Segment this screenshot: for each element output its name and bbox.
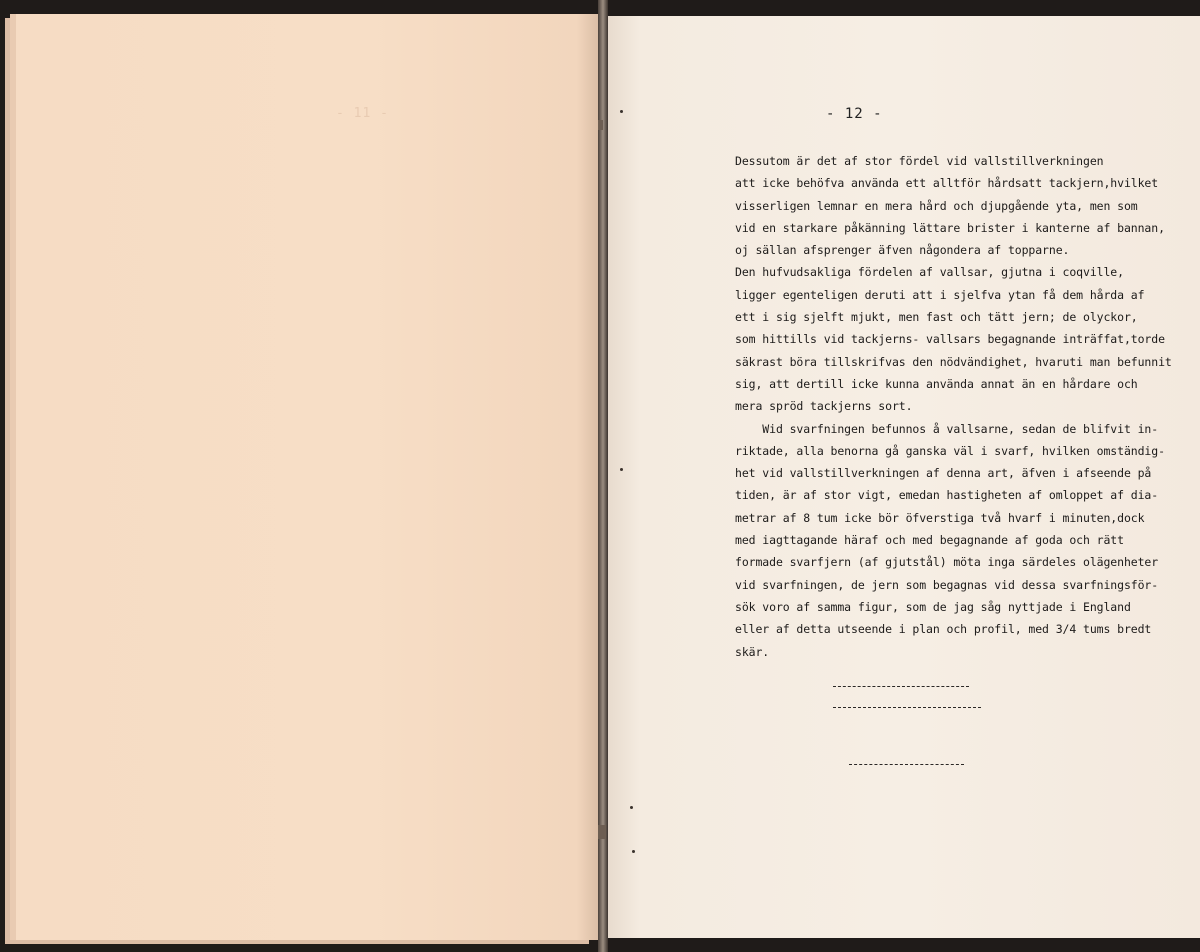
text-line: sig, att dertill icke kunna använda annat än en hårdare och bbox=[735, 376, 1138, 391]
right-page-number: - 12 - bbox=[826, 106, 883, 122]
punch-hole bbox=[620, 110, 623, 113]
punch-hole bbox=[620, 468, 623, 471]
text-line: som hittills vid tackjerns- vallsars begagnande inträffat,torde bbox=[735, 332, 1165, 347]
text-line: vid en starkare påkänning lättare brister i kanterne af bannan, bbox=[735, 220, 1165, 235]
text-line: skär. bbox=[735, 644, 770, 659]
separator-rule bbox=[849, 764, 964, 765]
text-line: säkrast böra tillskrifvas den nödvändighet, hvaruti man befunnit bbox=[735, 354, 1172, 369]
text-line: mera spröd tackjerns sort. bbox=[735, 399, 913, 414]
text-line: tiden, är af stor vigt, emedan hastigheten af omloppet af dia- bbox=[735, 488, 1159, 503]
text-line: Dessutom är det af stor fördel vid vallstillverkningen bbox=[735, 154, 1104, 168]
text-line: oj sällan afsprenger äfven någondera af topparne. bbox=[735, 243, 1070, 258]
text-line: het vid vallstillverkningen af denna art, äfven i afseende på bbox=[735, 466, 1152, 481]
punch-hole bbox=[632, 850, 635, 853]
text-line: med iagttagande häraf och med begagnande af goda och rätt bbox=[735, 533, 1124, 548]
separator-rule bbox=[833, 707, 981, 708]
text-line: vid svarfningen, de jern som begagnas vid dessa svarfningsför- bbox=[735, 577, 1159, 592]
left-page bbox=[16, 14, 600, 940]
text-line: Den hufvudsakliga fördelen af vallsar, gjutna i coqville, bbox=[735, 265, 1124, 280]
punch-hole bbox=[630, 806, 633, 809]
text-line: ligger egenteligen deruti att i sjelfva ytan få dem hårda af bbox=[735, 287, 1145, 302]
text-line: eller af detta utseende i plan och profil, med 3/4 tums bredt bbox=[735, 622, 1152, 637]
left-page-number: - 11 - bbox=[336, 106, 389, 121]
text-line: Wid svarfningen befunnos å vallsarne, sedan de blifvit in- bbox=[735, 421, 1159, 436]
binding-stitch bbox=[598, 825, 606, 839]
text-line: riktade, alla benorna gå ganska väl i svarf, hvilken omständig- bbox=[735, 443, 1165, 458]
text-line: att icke behöfva använda ett alltför hårdsatt tackjern,hvilket bbox=[735, 176, 1159, 191]
binding-gutter bbox=[598, 0, 608, 952]
separator-rule bbox=[833, 686, 969, 687]
binding-stitch bbox=[598, 120, 603, 130]
text-line: sök voro af samma figur, som de jag såg nyttjade i England bbox=[735, 599, 1131, 614]
text-line: visserligen lemnar en mera hård och djupgående yta, men som bbox=[735, 198, 1138, 213]
text-line: metrar af 8 tum icke bör öfverstiga två hvarf i minuten,dock bbox=[735, 510, 1145, 525]
text-line: formade svarfjern (af gjutstål) möta inga särdeles olägenheter bbox=[735, 555, 1159, 570]
right-page-body bbox=[735, 150, 1172, 663]
text-line: ett i sig sjelft mjukt, men fast och tätt jern; de olyckor, bbox=[735, 310, 1138, 325]
